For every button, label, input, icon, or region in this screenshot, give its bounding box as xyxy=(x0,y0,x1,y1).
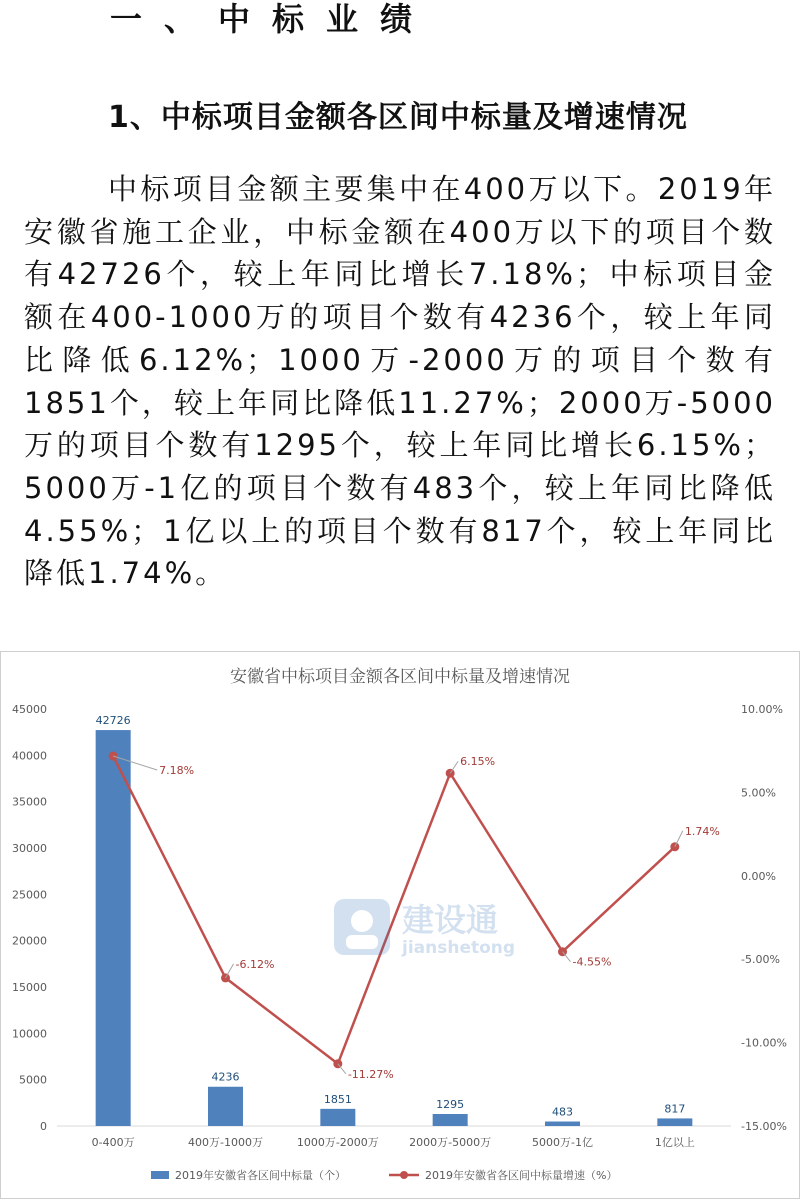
bar-data-label: 817 xyxy=(664,1102,686,1116)
bar-data-label: 4236 xyxy=(211,1070,240,1084)
y-left-tick-label: 45000 xyxy=(12,703,47,716)
legend-label-line: 2019年安徽省各区间中标量增速（%） xyxy=(425,1169,618,1182)
bar xyxy=(320,1109,355,1126)
line-point xyxy=(446,769,455,778)
body-paragraph: 中标项目金额主要集中在400万以下。2019年安徽省施工企业，中标金额在400万以下的项目个数有42726个，较上年同比增长7.18%；中标项目金额在400-1000万的项目个数有4236个，较上年同比降低6.12%；1000万-2000万的项目个数有1851个，较上年同比降低11.27%；2000万-5000万的项目个数有1295个，较上年同比增长6.15%；5000万-1亿的项目个数有483个，较上年同比降低4.55%；1亿以上的项目个数有817个，较上年同比降低1.74%。 xyxy=(24,172,776,591)
bar-data-label: 1851 xyxy=(323,1092,352,1106)
bar-data-label: 483 xyxy=(552,1105,573,1119)
y-right-tick-label: 10.00% xyxy=(741,703,783,716)
y-left-tick-label: 25000 xyxy=(12,888,47,902)
x-tick-label: 400万-1000万 xyxy=(188,1136,263,1149)
y-left-tick-label: 30000 xyxy=(12,842,47,855)
legend-marker-line xyxy=(400,1171,408,1179)
y-right-tick-label: 0.00% xyxy=(741,869,776,883)
chart-title: 安徽省中标项目金额各区间中标量及增速情况 xyxy=(230,667,570,687)
bar xyxy=(657,1118,692,1126)
watermark-logo xyxy=(332,897,542,957)
bar xyxy=(545,1122,580,1126)
bar-data-label: 42726 xyxy=(95,714,131,728)
x-tick-label: 5000万-1亿 xyxy=(532,1136,593,1149)
line-data-label: -6.12% xyxy=(235,957,275,971)
y-right-tick-label: 5.00% xyxy=(741,786,776,800)
bar xyxy=(433,1114,468,1126)
y-left-tick-label: 5000 xyxy=(19,1073,47,1087)
bar-data-label: 1295 xyxy=(436,1097,465,1111)
subsection-heading: 1、中标项目金额各区间中标量及增速情况 xyxy=(108,100,688,135)
bar xyxy=(208,1087,243,1126)
bar xyxy=(96,730,131,1126)
line-data-label: 7.18% xyxy=(159,764,195,778)
x-tick-label: 1亿以上 xyxy=(654,1136,695,1149)
y-left-tick-label: 0 xyxy=(40,1120,47,1133)
line-data-label: -11.27% xyxy=(347,1067,394,1081)
y-left-tick-label: 20000 xyxy=(12,934,47,948)
y-right-tick-label: -15.00% xyxy=(741,1120,787,1133)
line-data-label: -4.55% xyxy=(572,955,612,969)
line-data-label: 6.15% xyxy=(460,755,496,769)
x-tick-label: 0-400万 xyxy=(91,1136,135,1149)
watermark-text: 建设通 xyxy=(402,901,499,939)
y-right-tick-label: -5.00% xyxy=(741,953,780,967)
line-data-label: 1.74% xyxy=(684,824,720,838)
y-left-tick-label: 15000 xyxy=(12,981,47,994)
legend-label-bar: 2019年安徽省各区间中标量（个） xyxy=(175,1169,346,1182)
watermark-subtext: jianshetong xyxy=(402,938,516,957)
y-left-tick-label: 40000 xyxy=(12,749,47,763)
legend-swatch-bar xyxy=(151,1171,169,1179)
y-left-tick-label: 35000 xyxy=(12,795,47,809)
section-heading: 一、中标业绩 xyxy=(110,0,435,38)
x-tick-label: 2000万-5000万 xyxy=(409,1136,492,1149)
leader-line xyxy=(226,964,234,978)
y-right-tick-label: -10.00% xyxy=(741,1036,787,1050)
leader-line xyxy=(675,831,683,847)
x-tick-label: 1000万-2000万 xyxy=(296,1136,379,1149)
y-left-tick-label: 10000 xyxy=(12,1027,47,1041)
